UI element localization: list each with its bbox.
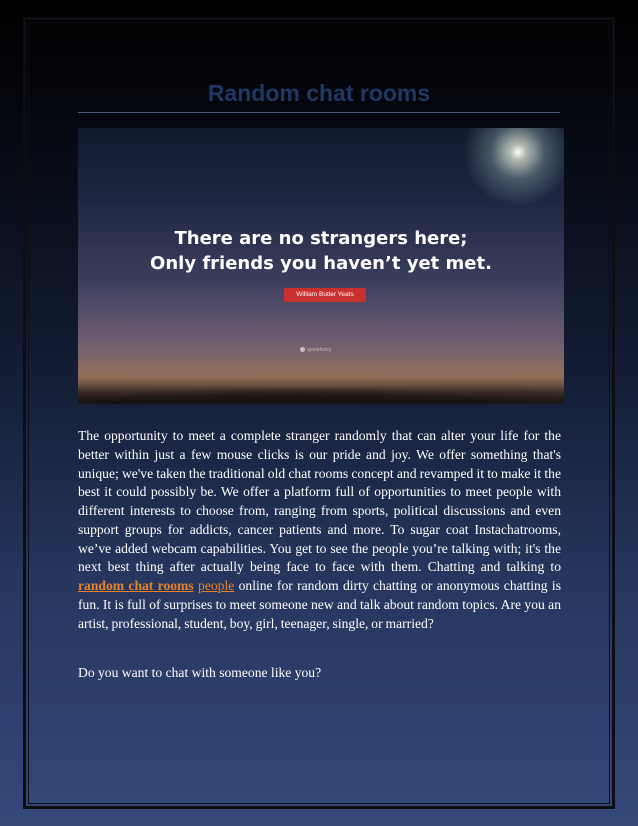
watermark-text: quotefancy <box>307 347 332 353</box>
page-title: Random chat rooms <box>207 80 431 106</box>
article-question: Do you want to chat with someone like you? <box>78 665 322 680</box>
title-underline <box>78 112 560 113</box>
random-chat-rooms-link[interactable]: random chat rooms <box>78 578 194 593</box>
quote-author-badge: William Butler Yeats <box>284 288 366 302</box>
paragraph-text-start: The opportunity to meet a complete stranger randomly that can alter your life for the better within just a few mouse clicks is our pride and joy. We offer something that's unique; we've taken the traditional old chat rooms concept and revamped it to make it the best it could possibly be. We offer a platform full of opportunities to meet people with different interests to choose from, ranging from sports, political discussions and even support groups for addicts, cancer patients and more. To sugar coat Instachatrooms, we’ve added webcam capabilities. You get to see the people you’re talking with; it's the next best thing after actually being face to face with them. Chatting and talking to <box>78 428 561 575</box>
hero-quote <box>78 226 564 276</box>
hero-treeline <box>78 380 564 404</box>
street-light-glow <box>463 128 564 207</box>
hero-image <box>78 128 564 404</box>
article-paragraph <box>78 427 561 633</box>
paragraph-text-end: online for random dirty chatting or anonymous chatting is fun. It is full of surprises to meet someone new and talk about random topics. Are you an artist, professional, student, boy, girl, teenager, single, or married? <box>78 578 561 631</box>
quote-line-1: There are no strangers here; <box>174 228 468 249</box>
people-link[interactable]: people <box>198 578 235 593</box>
image-watermark <box>300 347 331 353</box>
quote-line-2: Only friends you haven’t yet met. <box>150 253 492 274</box>
watermark-logo-icon <box>300 347 305 352</box>
